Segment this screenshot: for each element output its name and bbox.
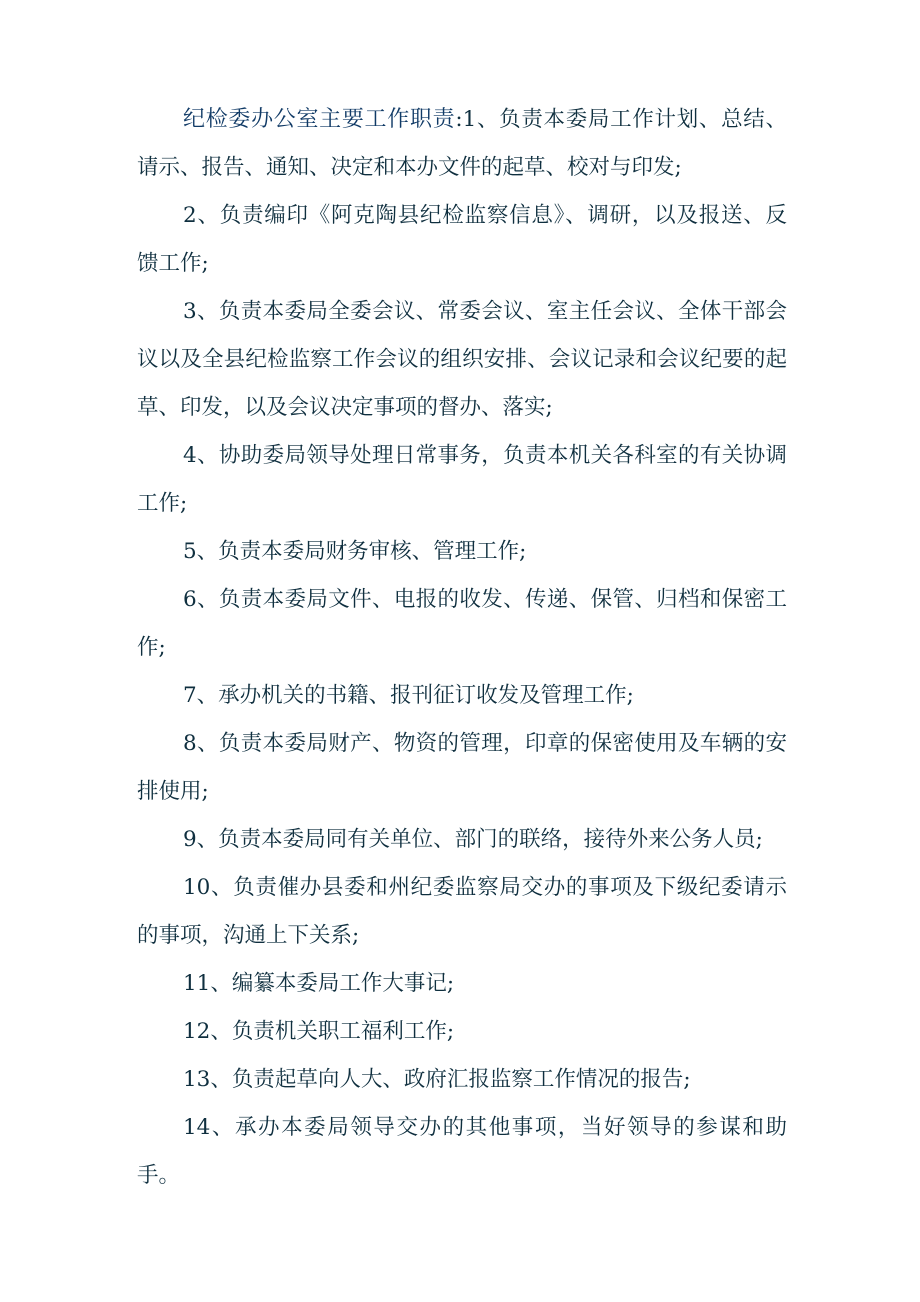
duty-item-6: 6、负责本委局文件、电报的收发、传递、保管、归档和保密工作; — [137, 587, 787, 660]
document-heading: 纪检委办公室主要工作职责 — [183, 107, 456, 132]
duty-item-11: 11、编纂本委局工作大事记; — [183, 971, 455, 996]
document-body — [137, 96, 787, 1200]
intro-paragraph — [137, 96, 787, 192]
duty-item-13: 13、负责起草向人大、政府汇报监察工作情况的报告; — [183, 1067, 691, 1092]
duty-item-7: 7、承办机关的书籍、报刊征订收发及管理工作; — [183, 683, 634, 708]
duty-item-4: 4、协助委局领导处理日常事务，负责本机关各科室的有关协调工作; — [137, 443, 787, 516]
duty-item-14: 14、承办本委局领导交办的其他事项，当好领导的参谋和助手。 — [137, 1115, 787, 1188]
duty-item-2: 2、负责编印《阿克陶县纪检监察信息》、调研，以及报送、反馈工作; — [137, 203, 787, 276]
duty-item-3: 3、负责本委局全委会议、常委会议、室主任会议、全体干部会议以及全县纪检监察工作会议的组织安排、会议记录和会议纪要的起草、印发，以及会议决定事项的督办、落实; — [137, 299, 787, 420]
duty-item-8: 8、负责本委局财产、物资的管理，印章的保密使用及车辆的安排使用; — [137, 731, 787, 804]
duty-item-9: 9、负责本委局同有关单位、部门的联络，接待外来公务人员; — [183, 827, 763, 852]
duty-item-12: 12、负责机关职工福利工作; — [183, 1019, 455, 1044]
intro-text: :1、负责本委局工作计划、总结、请示、报告、通知、决定和本办文件的起草、校对与印发; — [137, 107, 787, 180]
duty-item-5: 5、负责本委局财务审核、管理工作; — [183, 539, 527, 564]
duty-item-10: 10、负责催办县委和州纪委监察局交办的事项及下级纪委请示的事项，沟通上下关系; — [137, 875, 787, 948]
